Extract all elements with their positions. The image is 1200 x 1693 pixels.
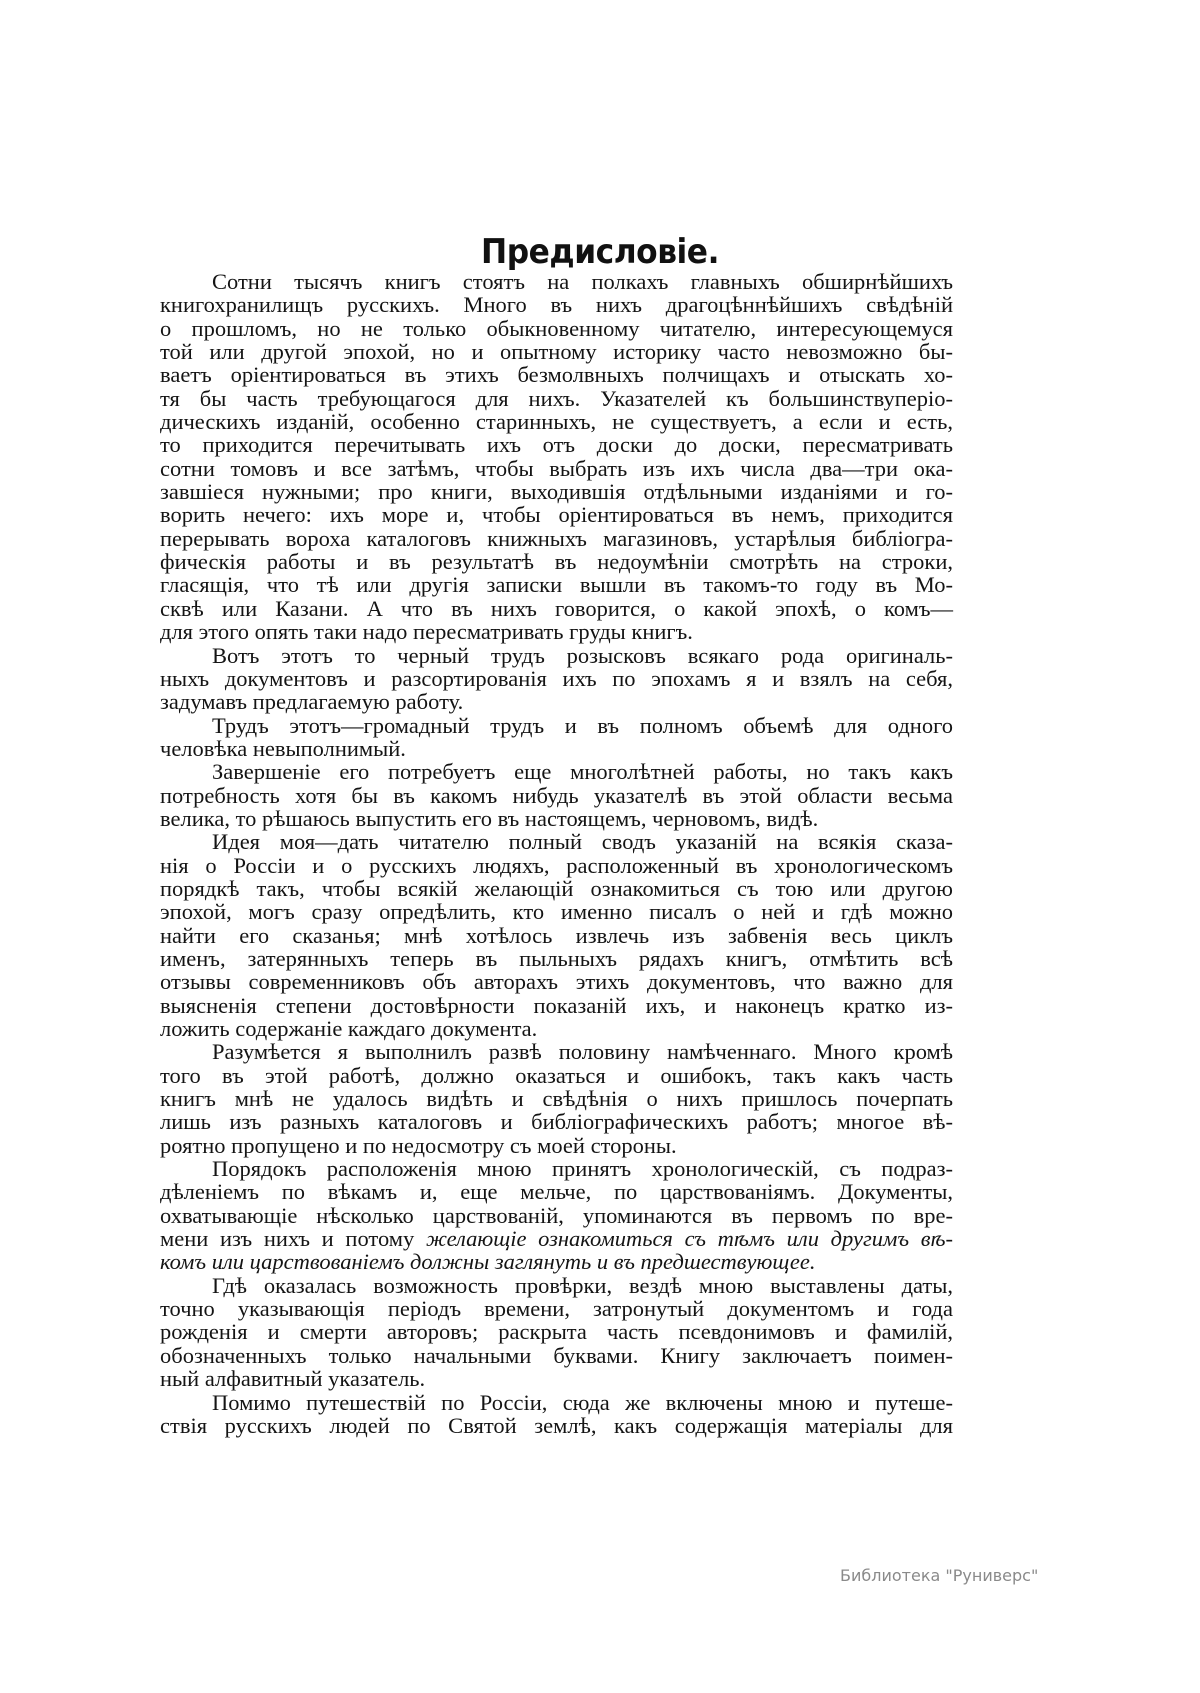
text-line: тя бы часть требующагося для нихъ. Указателей къ большинствуперіо- — [160, 385, 953, 411]
text-line: Разумѣется я выполнилъ развѣ половину намѣченнаго. Много кромѣ — [212, 1039, 953, 1065]
text-line: найти его сказанья; мнѣ хотѣлось извлечь изъ забвенія весь циклъ — [160, 922, 953, 948]
text-line: выясненія степени достовѣрности показаній ихъ, и наконецъ кратко из- — [160, 992, 953, 1018]
text-line: того въ этой работѣ, должно оказаться и ошибокъ, такъ какъ часть — [160, 1062, 953, 1088]
text-line: велика, то рѣшаюсь выпустить его въ настоящемъ, черновомъ, видѣ. — [160, 805, 819, 831]
text-line: отзывы современниковъ объ авторахъ этихъ документовъ, что важно для — [160, 969, 953, 995]
text-line: нія о Россіи и о русскихъ людяхъ, расположенный въ хронологическомъ — [160, 852, 953, 878]
text-line: ложить содержаніе каждаго документа. — [160, 1016, 538, 1041]
paragraph — [160, 644, 953, 714]
text-italic: желающіе ознакомиться съ тѣмъ или другимъ вѣ- — [425, 1226, 954, 1252]
text-line: Сотни тысячъ книгъ стоятъ на полкахъ главныхъ обширнѣйшихъ — [212, 269, 953, 294]
text-line: Завершеніе его потребуетъ еще многолѣтней работы, но такъ какъ — [212, 759, 953, 785]
paragraph — [160, 1157, 953, 1274]
text-line: ный алфавитный указатель. — [160, 1366, 426, 1392]
text-line: ныхъ документовъ и разсортированія ихъ по эпохамъ я и взялъ на себя, — [160, 665, 953, 691]
text-line: сотни томовъ и все затѣмъ, чтобы выбрать изъ ихъ числа два—три ока- — [160, 455, 953, 481]
text-line: Гдѣ оказалась возможность провѣрки, вездѣ мною выставлены даты, — [212, 1272, 953, 1298]
library-watermark: Библиотека "Руниверс" — [840, 1566, 1039, 1585]
paragraph — [160, 1274, 953, 1391]
text-line: той или другой эпохой, но и опытному историку часто невозможно бы- — [160, 339, 953, 365]
text-line: задумавъ предлагаемую работу. — [160, 689, 464, 715]
text-line: дѣленіемъ по вѣкамъ и, еще мельче, по царствованіямъ. Документы, — [160, 1179, 953, 1205]
text-line: охватывающіе нѣсколько царствованій, упоминаются въ первомъ по вре- — [160, 1202, 953, 1228]
text-line: Идея моя—дать читателю полный сводъ указаній на всякія сказа- — [212, 829, 953, 855]
text-line: сквѣ или Казани. А что въ нихъ говорится, о какой эпохѣ, о комъ— — [160, 595, 953, 621]
text-line: о прошломъ, но не только обыкновенному читателю, интересующемуся — [160, 315, 953, 341]
text-line: лишь изъ разныхъ каталоговъ и библіографическихъ работъ; многое вѣ- — [160, 1109, 953, 1135]
preface-body — [160, 270, 953, 1437]
paragraph — [160, 1040, 953, 1157]
text-line: Порядокъ расположенія мною принятъ хронологическій, съ подраз- — [212, 1156, 953, 1182]
text-line: эпохой, могъ сразу опредѣлить, кто именно писалъ о ней и гдѣ можно — [160, 899, 953, 925]
text-line — [160, 1250, 953, 1273]
text-line: дическихъ изданій, особенно старинныхъ, не существуетъ, а если и есть, — [160, 409, 953, 435]
text-line: для этого опять таки надо пересматривать груды книгъ. — [160, 619, 693, 645]
text-line: порядкѣ такъ, чтобы всякій желающій ознакомиться съ тою или другою — [160, 875, 953, 901]
text-line: роятно пропущено и по недосмотру съ моей стороны. — [160, 1132, 677, 1158]
text-line: завшіеся нужными; про книги, выходившія отдѣльными изданіями и го- — [160, 479, 953, 505]
text-line: Помимо путешествій по Россіи, сюда же включены мною и путеше- — [212, 1389, 953, 1415]
text-line: книгохранилищъ русскихъ. Много въ нихъ драгоцѣннѣйшихъ свѣдѣній — [160, 292, 953, 318]
text-line — [160, 1227, 953, 1250]
text-line: именъ, затерянныхъ теперь въ пыльныхъ рядахъ книгъ, отмѣтить всѣ — [160, 945, 953, 971]
text-line: точно указывающія періодъ времени, затронутый документомъ и года — [160, 1296, 953, 1322]
text-line: потребность хотя бы въ какомъ нибудь указателѣ въ этой области весьма — [160, 782, 953, 808]
text-roman: мени изъ нихъ и потому — [160, 1226, 426, 1252]
text-line: Трудъ этотъ—громадный трудъ и въ полномъ объемѣ для одного — [212, 712, 953, 738]
page-title: Предисловіе. — [480, 232, 719, 272]
paragraph — [160, 830, 953, 1040]
text-line: гласящія, что тѣ или другія записки вышли въ такомъ-то году въ Мо- — [160, 572, 953, 598]
text-line: книгъ мнѣ не удалось видѣть и свѣдѣнія о нихъ пришлось почерпать — [160, 1086, 953, 1112]
paragraph — [160, 714, 953, 761]
text-line: ваетъ оріентироваться въ этихъ безмолвныхъ полчищахъ и отыскать хо- — [160, 362, 953, 388]
text-line: перерывать вороха каталоговъ книжныхъ магазиновъ, устарѣлыя библіогра- — [160, 525, 953, 551]
paragraph — [160, 270, 953, 644]
text-line: рожденія и смерти авторовъ; раскрыта часть псевдонимовъ и фамилій, — [160, 1319, 953, 1345]
text-line: ворить нечего: ихъ море и, чтобы оріентироваться въ немъ, приходится — [160, 502, 953, 528]
text-line: человѣка невыполнимый. — [160, 735, 406, 761]
text-line: фическія работы и въ результатѣ въ недоумѣніи смотрѣть на строки, — [160, 549, 953, 575]
text-line: обозначенныхъ только начальными буквами. Книгу заключаетъ поимен- — [160, 1342, 953, 1368]
text-line: Вотъ этотъ то черный трудъ розысковъ всякаго рода оригиналь- — [212, 642, 953, 668]
text-line: ствія русскихъ людей по Святой землѣ, какъ содержащія матеріалы для — [160, 1412, 953, 1438]
text-italic: комъ или царствованіемъ должны заглянуть и въ предшествующее. — [160, 1249, 816, 1275]
text-line: то приходится перечитывать ихъ отъ доски до доски, пересматривать — [160, 432, 953, 458]
paragraph — [160, 1391, 953, 1438]
paragraph — [160, 760, 953, 830]
